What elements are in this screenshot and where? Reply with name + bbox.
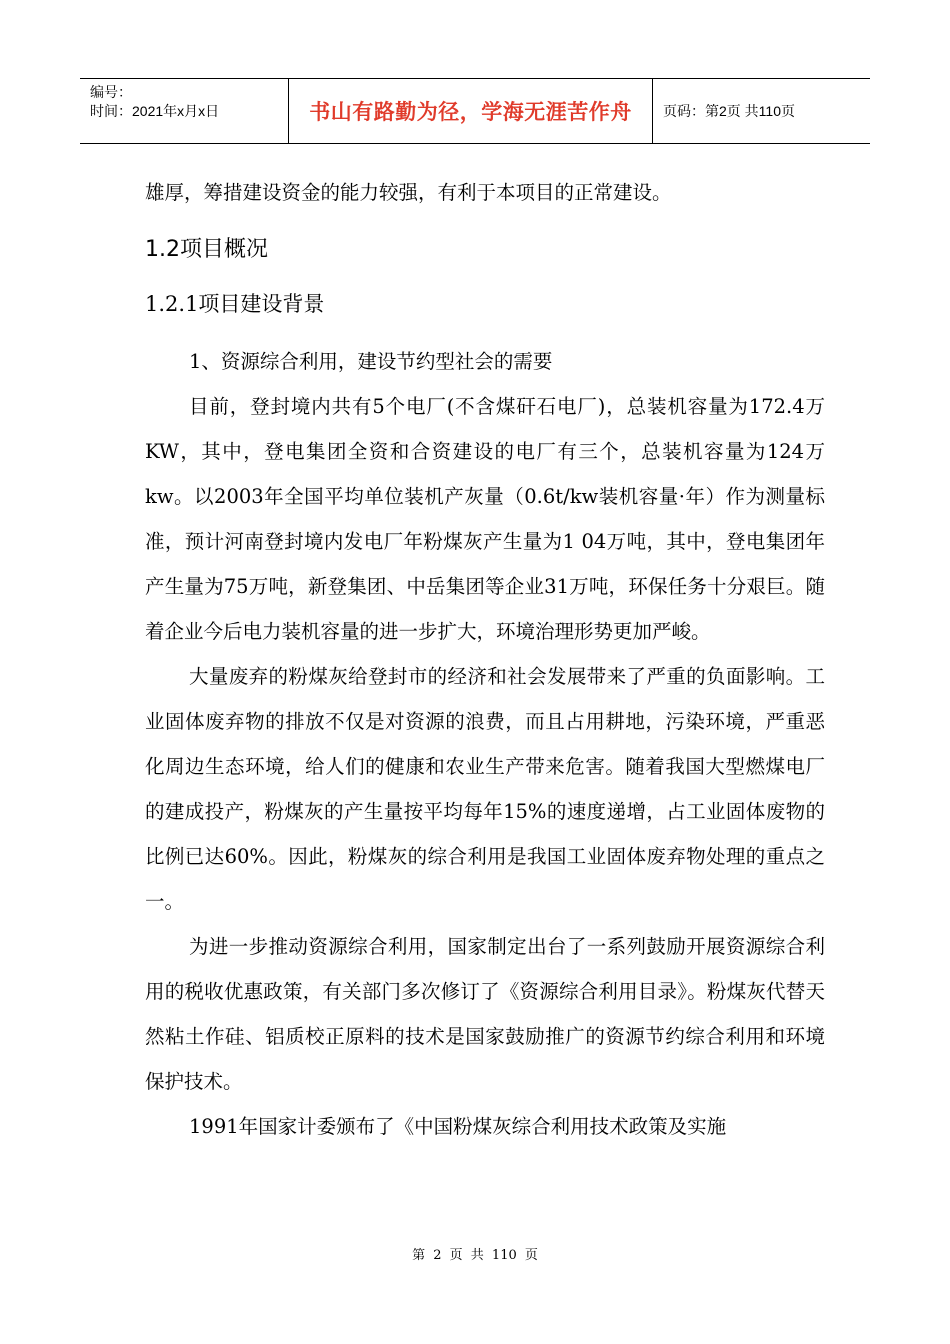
paragraph-fly-ash-impact: 大量废弃的粉煤灰给登封市的经济和社会发展带来了严重的负面影响。工业固体废弃物的排放不仅是对资源的浪费，而且占用耕地，污染环境，严重恶化周边生态环境，给人们的健康和农业生产带来危害。随着我国大型燃煤电厂的建成投产，粉煤灰的产生量按平均每年15%的速度递增，占工业固体废物的比例已达60%。因此，粉煤灰的综合利用是我国工业固体废弃物处理的重点之一。 (145, 665, 825, 913)
page-header (80, 78, 870, 144)
section-heading-1-2: 1.2项目概况 (145, 237, 268, 262)
document-body (145, 170, 825, 1149)
header-page-label: 页码：第2页 共110页 (663, 103, 795, 119)
paragraph-1991-policy: 1991年国家计委颁布了《中国粉煤灰综合利用技术政策及实施 (189, 1115, 727, 1138)
continued-line: 雄厚，筹措建设资金的能力较强，有利于本项目的正常建设。 (145, 181, 672, 204)
header-motto: 书山有路勤为径，学海无涯苦作舟 (288, 79, 653, 143)
document-date-label: 时间：2021年x月x日 (90, 103, 220, 119)
paragraph-policy: 为进一步推动资源综合利用，国家制定出台了一系列鼓励开展资源综合利用的税收优惠政策，有关部门多次修订了《资源综合利用目录》。粉煤灰代替天然粘土作硅、铝质校正原料的技术是国家鼓励推广的资源节约综合利用和环境保护技术。 (145, 935, 825, 1093)
header-meta (80, 79, 288, 143)
document-number-label: 编号： (90, 84, 132, 100)
paragraph-power-plants: 目前，登封境内共有5个电厂(不含煤矸石电厂)，总装机容量为172.4万KW，其中，登电集团全资和合资建设的电厂有三个，总装机容量为124万kw。以2003年全国平均单位装机产灰量（0.6t/kw装机容量·年）作为测量标准，预计河南登封境内发电厂年粉煤灰产生量为1 04万吨，其中，登电集团年产生量为75万吨，新登集团、中岳集团等企业31万吨，环保任务十分艰巨。随着企业今后电力装机容量的进一步扩大，环境治理形势更加严峻。 (145, 395, 825, 643)
page-footer: 第 2 页 共 110 页 (412, 1248, 538, 1263)
subsection-heading-1-2-1: 1.2.1项目建设背景 (145, 292, 325, 316)
list-item-resource-utilization: 1、资源综合利用，建设节约型社会的需要 (189, 350, 553, 373)
